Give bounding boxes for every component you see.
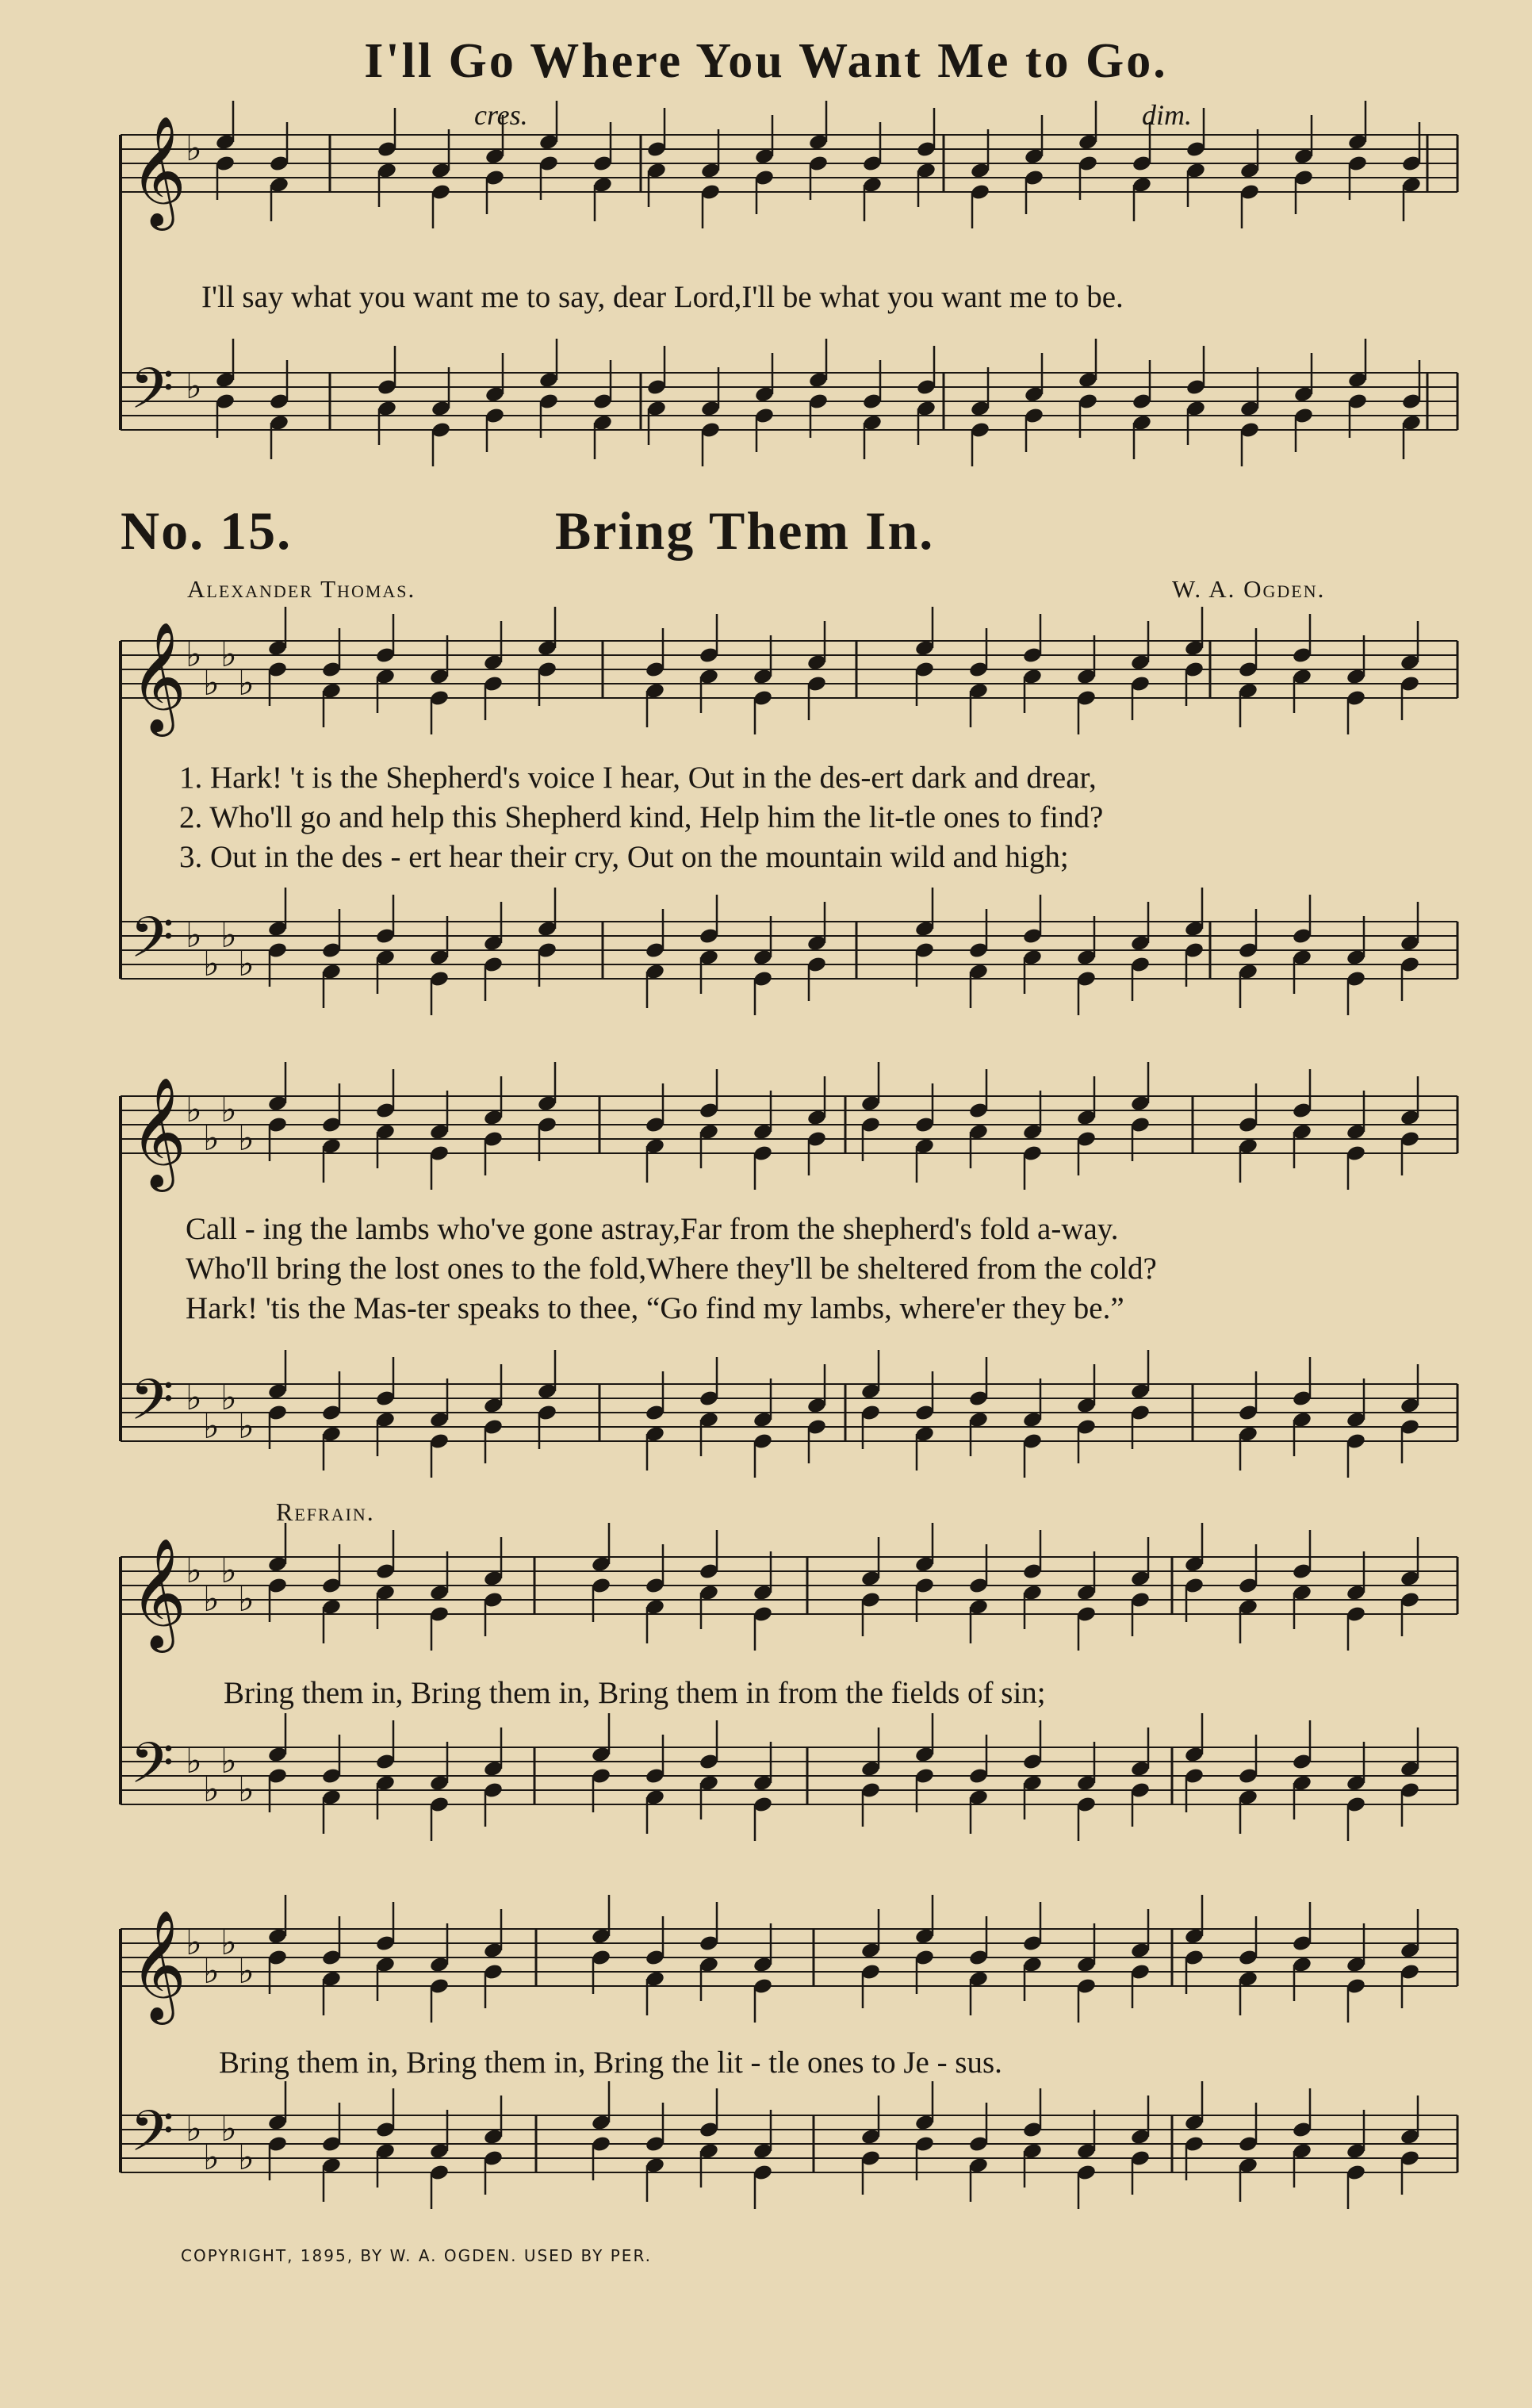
flat-icon: ♭ — [220, 1741, 237, 1781]
refrain-lyric: Bring them in, Bring them in, Bring them in from the fields of sin; — [224, 1676, 1046, 1710]
flat-icon: ♭ — [186, 128, 202, 169]
flat-icon: ♭ — [220, 635, 237, 675]
flat-icon: ♭ — [186, 1090, 202, 1130]
flat-icon: ♭ — [203, 1118, 220, 1159]
flat-icon: ♭ — [203, 663, 220, 704]
flat-icon: ♭ — [220, 1923, 237, 1963]
flat-icon: ♭ — [186, 366, 202, 407]
composer-credit: W. A. Ogden. — [1172, 575, 1326, 603]
refrain-label: Refrain. — [276, 1497, 375, 1526]
flat-icon: ♭ — [220, 1551, 237, 1591]
verse-line: Hark! 'tis the Mas-ter speaks to thee, “Go find my lambs, where'er they be.” — [186, 1291, 1124, 1325]
bass-clef-icon: 𝄢 — [130, 356, 174, 435]
flat-icon: ♭ — [203, 1770, 220, 1810]
flat-icon: ♭ — [220, 1378, 237, 1418]
bass-clef-icon: 𝄢 — [130, 905, 174, 984]
flat-icon: ♭ — [238, 1406, 255, 1447]
flat-icon: ♭ — [203, 1951, 220, 1992]
flat-icon: ♭ — [203, 1406, 220, 1447]
flat-icon: ♭ — [220, 915, 237, 956]
flat-icon: ♭ — [186, 2109, 202, 2149]
flat-icon: ♭ — [238, 1951, 255, 1992]
bass-clef-icon: 𝄢 — [130, 2099, 174, 2178]
flat-icon: ♭ — [220, 2109, 237, 2149]
treble-clef-icon: 𝄞 — [130, 1538, 186, 1648]
treble-clef-icon: 𝄞 — [130, 1910, 186, 2020]
flat-icon: ♭ — [238, 1579, 255, 1620]
flat-icon: ♭ — [238, 1770, 255, 1810]
bass-clef-icon: 𝄢 — [130, 1367, 174, 1447]
song2-title: Bring Them In. — [555, 500, 935, 561]
flat-icon: ♭ — [203, 2138, 220, 2178]
copyright-notice: COPYRIGHT, 1895, BY W. A. OGDEN. USED BY PER. — [181, 2246, 652, 2265]
flat-icon: ♭ — [186, 1378, 202, 1418]
dynamic-dim: dim. — [1142, 99, 1192, 131]
flat-icon: ♭ — [203, 944, 220, 984]
flat-icon: ♭ — [186, 1551, 202, 1591]
flat-icon: ♭ — [238, 2138, 255, 2178]
treble-clef-icon: 𝄞 — [130, 1077, 186, 1187]
song1-lyric: I'll say what you want me to say, dear Lord,I'll be what you want me to be. — [201, 280, 1124, 314]
flat-icon: ♭ — [186, 635, 202, 675]
flat-icon: ♭ — [203, 1579, 220, 1620]
verse-line: Call - ing the lambs who've gone astray,Far from the shepherd's fold a-way. — [186, 1212, 1119, 1246]
flat-icon: ♭ — [238, 1118, 255, 1159]
flat-icon: ♭ — [186, 1741, 202, 1781]
verse-line: 2. Who'll go and help this Shepherd kind, Help him the lit-tle ones to find? — [179, 800, 1104, 834]
verse-line: Who'll bring the lost ones to the fold,Where they'll be sheltered from the cold? — [186, 1252, 1157, 1286]
treble-clef-icon: 𝄞 — [130, 622, 186, 732]
flat-icon: ♭ — [186, 1923, 202, 1963]
flat-icon: ♭ — [220, 1090, 237, 1130]
verse-line: 3. Out in the des - ert hear their cry, Out on the mountain wild and high; — [179, 840, 1069, 874]
flat-icon: ♭ — [238, 663, 255, 704]
verse-line: 1. Hark! 't is the Shepherd's voice I hear, Out in the des-ert dark and drear, — [179, 761, 1097, 795]
flat-icon: ♭ — [238, 944, 255, 984]
flat-icon: ♭ — [186, 915, 202, 956]
lyricist-credit: Alexander Thomas. — [187, 575, 416, 603]
refrain-lyric: Bring them in, Bring them in, Bring the lit - tle ones to Je - sus. — [219, 2046, 1002, 2080]
dynamic-cres: cres. — [474, 99, 528, 131]
treble-clef-icon: 𝄞 — [130, 116, 186, 226]
bass-clef-icon: 𝄢 — [130, 1731, 174, 1810]
song1-title: I'll Go Where You Want Me to Go. — [364, 34, 1168, 88]
hymn-number: No. 15. — [121, 500, 293, 561]
